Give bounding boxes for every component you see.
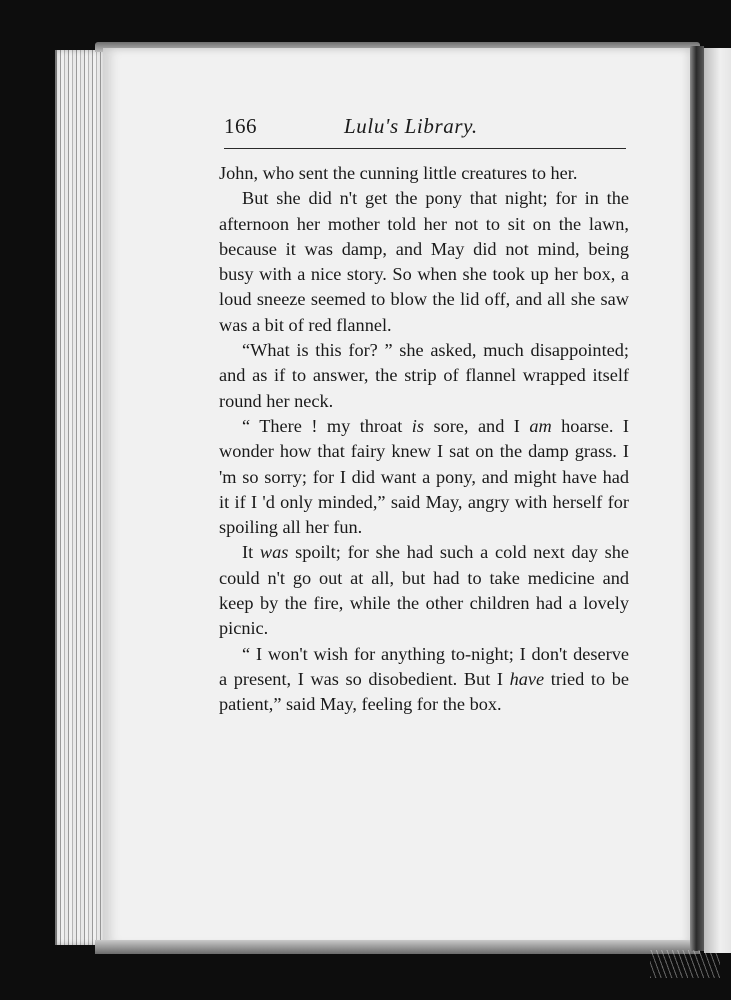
running-title: Lulu's Library.: [344, 114, 478, 138]
paragraph: [219, 186, 629, 338]
running-header: [224, 114, 626, 144]
text-run: It: [242, 542, 260, 563]
book-cover-bottom-edge: [95, 940, 700, 954]
text-run: John, who sent the cunning little creatures to her.: [219, 163, 578, 183]
page-number: 166: [224, 114, 257, 138]
frayed-binding-threads: [650, 950, 720, 978]
text-run: But she did n't get the pony that night; for in the afternoon her mother told her not to sit on the lawn, because it was damp, and May did not mind, being busy with a nice story. So when she took up her box, a loud sneeze seemed to blow the lid off, and all she saw was a bit of red flannel.: [219, 188, 629, 335]
book-gutter: [690, 46, 704, 951]
text-run: “What is this for? ” she asked, much disappointed; and as if to answer, the strip of flannel wrapped itself round her neck.: [219, 340, 629, 411]
text-run: hoarse. I wonder how that fairy knew I sat on the damp grass. I 'm so sorry; for I did want a pony, and might have had it if I 'd only minded,” said May, angry with herself for spoiling all her fun.: [219, 415, 629, 538]
emphasized-text: was: [259, 542, 289, 563]
paragraph: [219, 642, 629, 718]
emphasized-text: is: [411, 415, 424, 436]
text-run: “ I won't wish for anything to-night; I don't deserve a present, I was so disobedient. But I: [219, 643, 629, 689]
paragraph: [219, 540, 629, 641]
header-rule: [224, 148, 626, 149]
text-run: tried to be patient,” said May, feeling for the box.: [219, 668, 629, 715]
emphasized-text: have: [509, 668, 545, 689]
paragraph: [219, 414, 629, 540]
page-edges: [55, 50, 107, 945]
paragraph: [219, 338, 629, 414]
emphasized-text: am: [529, 415, 552, 436]
text-run: spoilt; for she had such a cold next day she could n't go out at all, but had to take medicine and keep by the fire, while the other children had a lovely picnic.: [219, 542, 629, 639]
paragraph: [219, 161, 629, 186]
text-run: “ There ! my throat: [242, 415, 412, 436]
body-text: [219, 161, 629, 718]
text-run: sore, and I: [424, 415, 530, 436]
facing-page-edge: [704, 48, 731, 953]
